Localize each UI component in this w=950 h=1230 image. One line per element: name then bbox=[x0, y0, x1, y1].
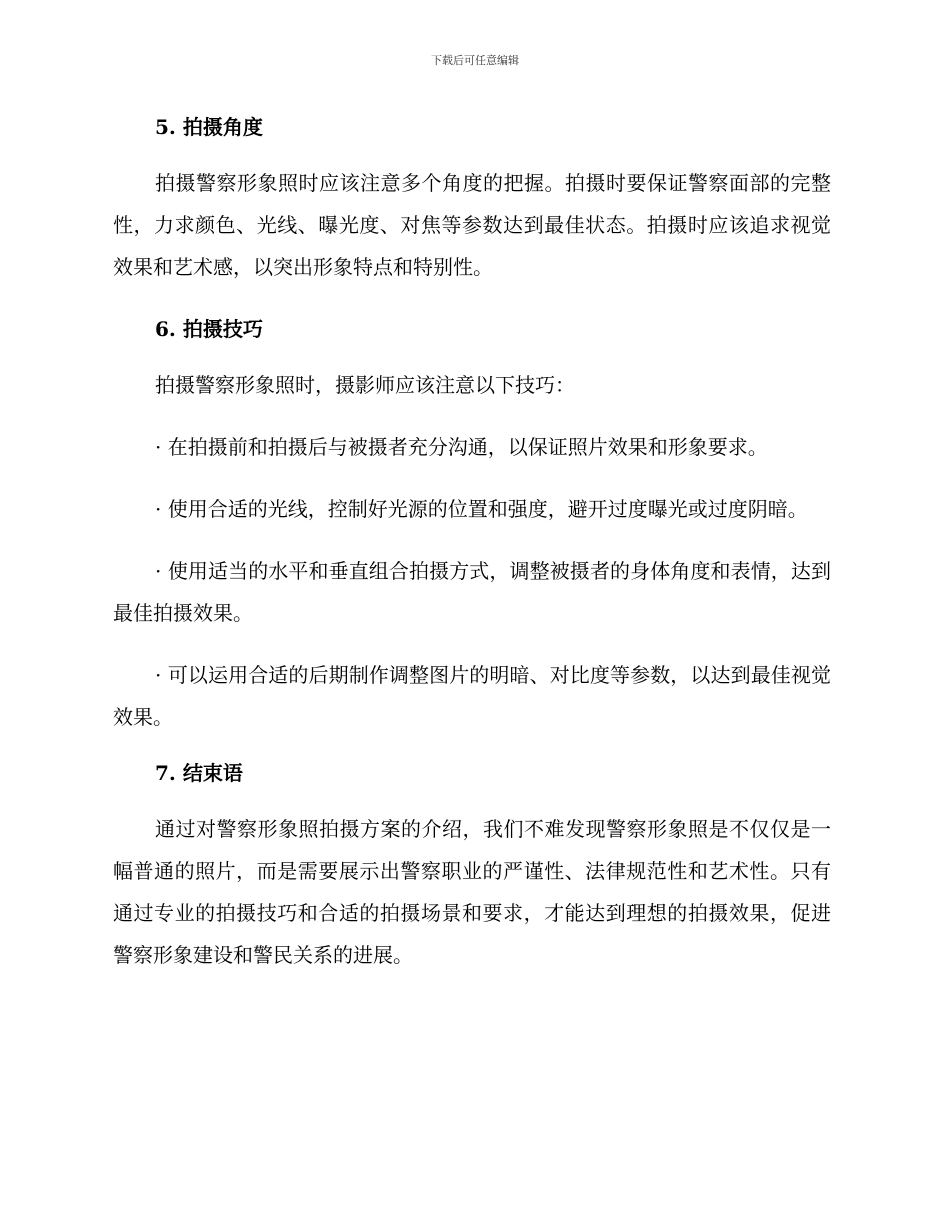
paragraph-shooting-angle: 拍摄警察形象照时应该注意多个角度的把握。拍摄时要保证警察面部的完整性，力求颜色、光线、曝光度、对焦等参数达到最佳状态。拍摄时应该追求视觉效果和艺术感，以突出形象特点和特别性。 bbox=[113, 171, 831, 279]
list-item-communication: · 在拍摄前和拍摄后与被摄者充分沟通，以保证照片效果和形象要求。 bbox=[155, 435, 768, 459]
paragraph-conclusion: 通过对警察形象照拍摄方案的介绍，我们不难发现警察形象照是不仅仅是一幅普通的照片，而是需要展示出警察职业的严谨性、法律规范性和艺术性。只有通过专业的拍摄技巧和合适的拍摄场景和要求，才能达到理想的拍摄效果，促进警察形象建设和警民关系的进展。 bbox=[113, 817, 831, 967]
section-heading-shooting-angle: 5. 拍摄角度 bbox=[155, 115, 263, 139]
document-body bbox=[113, 112, 831, 1002]
list-item-lighting: · 使用合适的光线，控制好光源的位置和强度，避开过度曝光或过度阴暗。 bbox=[155, 497, 808, 521]
list-item-angle-combination: · 使用适当的水平和垂直组合拍摄方式，调整被摄者的身体角度和表情，达到最佳拍摄效果。 bbox=[113, 559, 831, 625]
list-item-post-processing: · 可以运用合适的后期制作调整图片的明暗、对比度等参数，以达到最佳视觉效果。 bbox=[113, 663, 831, 729]
page-header: 下载后可任意编辑 bbox=[431, 54, 519, 67]
section-heading-shooting-techniques: 6. 拍摄技巧 bbox=[155, 317, 263, 341]
section-heading-conclusion: 7. 结束语 bbox=[155, 761, 243, 785]
paragraph-techniques-intro: 拍摄警察形象照时，摄影师应该注意以下技巧： bbox=[155, 373, 575, 397]
